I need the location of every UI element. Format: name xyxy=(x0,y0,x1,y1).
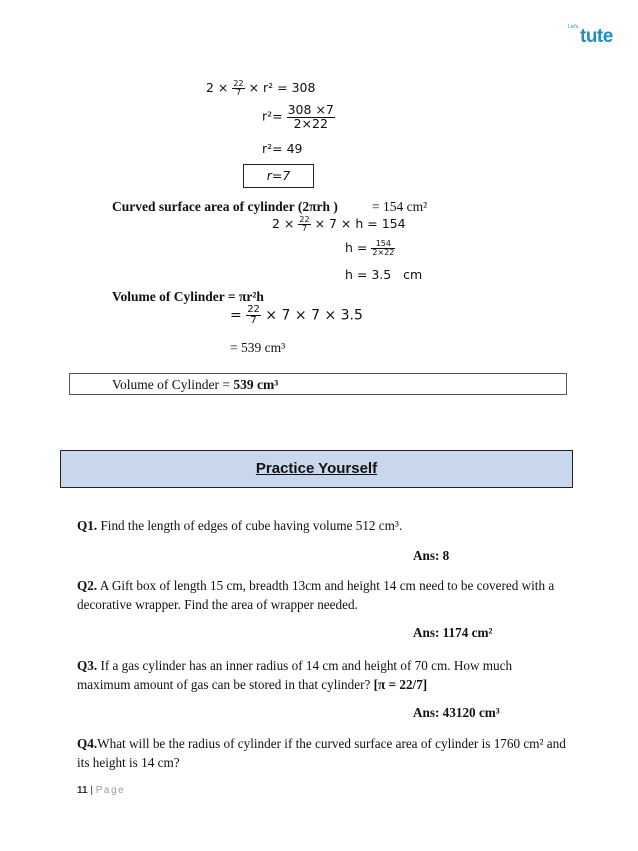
eq1-end: × r² = 308 xyxy=(248,80,316,95)
eq7-end: × 7 × 7 × 3.5 xyxy=(265,307,363,324)
eq2-fraction xyxy=(287,104,335,130)
logo-tagline: Let's xyxy=(568,24,579,30)
eq1-start: 2 × xyxy=(206,80,229,95)
eq4-num: 22 xyxy=(299,215,310,224)
equation-7 xyxy=(230,305,363,326)
question-2 xyxy=(77,576,567,614)
final-answer-box xyxy=(69,373,567,395)
page-separator: | xyxy=(87,785,96,796)
question-number: Q3. xyxy=(77,658,98,673)
equation-5 xyxy=(345,240,395,257)
eq4-den: 7 xyxy=(301,224,308,233)
answer-1: Ans: 8 xyxy=(413,548,450,563)
final-answer-value: 539 cm³ xyxy=(233,377,279,392)
eq1-num: 22 xyxy=(233,79,244,88)
eq1-den: 7 xyxy=(235,88,242,97)
question-hint: [π = 22/7] xyxy=(373,677,428,692)
final-answer-label: Volume of Cylinder = xyxy=(112,377,234,392)
equation-8: = 539 cm³ xyxy=(230,340,286,355)
equation-2 xyxy=(262,104,335,130)
question-text: Find the length of edges of cube having volume 512 cm³. xyxy=(100,518,403,533)
eq4-fraction xyxy=(298,216,310,233)
eq4-end: × 7 × h = 154 xyxy=(314,216,406,231)
question-3 xyxy=(77,656,567,694)
eq7-fraction xyxy=(246,305,261,326)
eq7-den: 7 xyxy=(250,315,257,326)
equation-6: h = 3.5 cm xyxy=(345,267,423,282)
eq7-num: 22 xyxy=(247,304,260,315)
practice-heading-band xyxy=(60,450,573,488)
equation-3: r²= 49 xyxy=(262,141,303,156)
question-text: What will be the radius of cylinder if the curved surface area of cylinder is 1760 cm² and its height is 14 cm? xyxy=(77,736,566,770)
question-1 xyxy=(77,516,567,535)
question-4 xyxy=(77,734,567,772)
page-number: 11 xyxy=(77,785,88,796)
eq1-fraction xyxy=(232,80,244,97)
practice-heading: Practice Yourself xyxy=(255,460,378,477)
eq2-den: 2×22 xyxy=(293,115,328,131)
answer-2: Ans: 1174 cm² xyxy=(413,625,493,640)
answer-3: Ans: 43120 cm³ xyxy=(413,705,500,720)
equation-1 xyxy=(206,80,315,97)
logo-brand: tute xyxy=(580,26,613,47)
eq7-start: = xyxy=(230,307,242,324)
question-text: A Gift box of length 15 cm, breadth 13cm and height 14 cm need to be covered with a decorative wrapper. Find the area of wrapper needed. xyxy=(77,578,555,612)
page-label: Page xyxy=(95,785,126,796)
eq2-num: 308 ×7 xyxy=(287,102,334,117)
eq5-fraction xyxy=(371,240,395,257)
eq2-lhs: r²= xyxy=(262,108,283,124)
volume-label: Volume of Cylinder = πr²h xyxy=(112,289,264,304)
boxed-result: r=7 xyxy=(243,164,314,188)
tute-logo xyxy=(568,22,628,50)
eq5-den: 2×22 xyxy=(372,248,395,257)
csa-value: = 154 cm² xyxy=(372,199,428,214)
eq5-num: 154 xyxy=(371,240,395,249)
eq5-lhs: h = xyxy=(345,240,368,255)
csa-label: Curved surface area of cylinder (2πrh ) xyxy=(112,199,338,214)
eq4-start: 2 × xyxy=(272,216,295,231)
question-number: Q2. xyxy=(77,578,98,593)
equation-4 xyxy=(272,216,406,233)
question-number: Q4. xyxy=(77,736,98,751)
question-text: If a gas cylinder has an inner radius of 14 cm and height of 70 cm. How much maximum amount of gas can be stored in that cylinder? xyxy=(77,658,513,692)
page-footer xyxy=(77,785,125,796)
question-number: Q1. xyxy=(77,518,98,533)
